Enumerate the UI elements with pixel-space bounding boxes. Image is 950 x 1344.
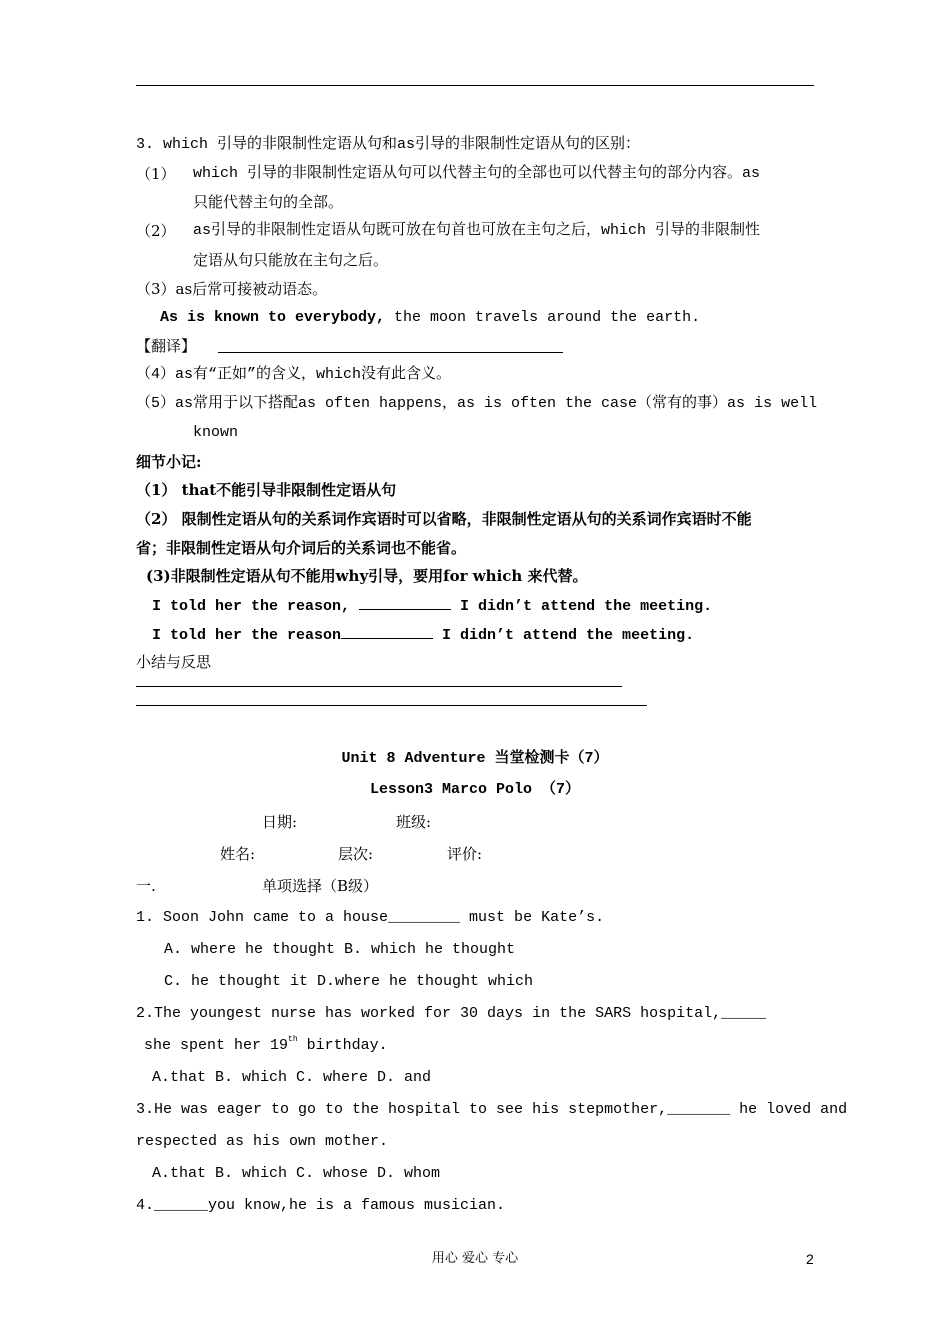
- stem-part: birthday.: [297, 1037, 388, 1054]
- translate-label: 【翻译】: [136, 337, 197, 355]
- question-options: C. he thought it D.where he thought which: [164, 973, 534, 990]
- section-title: 单项选择（B级）: [262, 877, 379, 895]
- question-stem: 4.______you know,he is a famous musician.: [136, 1197, 506, 1214]
- example-sentence: [152, 624, 694, 646]
- level-label: 层次:: [338, 845, 374, 863]
- page-number: 2: [806, 1251, 814, 1267]
- note-item: （1） that不能引导非限制性定语从句: [136, 481, 397, 499]
- example-part: I told her the reason,: [152, 598, 360, 615]
- example-sentence: [152, 595, 712, 617]
- summary-line: [136, 686, 622, 687]
- note-item: （2） 限制性定语从句的关系词作宾语时可以省略，非限制性定语从句的关系词作宾语时不能: [136, 510, 752, 528]
- question-stem-cont: [144, 1036, 388, 1056]
- header-rule: [136, 85, 814, 86]
- card-title: Unit 8 Adventure 当堂检测卡（7）: [341, 750, 609, 767]
- stem-part: she spent her 19: [144, 1037, 289, 1054]
- example-part: I told her the reason: [152, 627, 342, 644]
- item-number: （2）: [136, 222, 176, 240]
- name-label: 姓名:: [220, 845, 256, 863]
- question-stem: 2.The youngest nurse has worked for 30 days in the SARS hospital,_____: [136, 1005, 767, 1022]
- item-text: （5）as常用于以下搭配as often happens，as is often the case（常有的事）as is well: [136, 395, 818, 412]
- example-bold: As is known to everybody,: [160, 309, 386, 326]
- translate-blank: [218, 352, 563, 353]
- notes-title: 细节小记:: [136, 453, 202, 471]
- summary-label: 小结与反思: [136, 653, 212, 671]
- note-item-cont: 省；非限制性定语从句介词后的关系词也不能省。: [136, 539, 467, 557]
- section-number: 一.: [136, 877, 156, 895]
- answer-blank: [341, 624, 433, 639]
- ordinal-suffix: th: [288, 1035, 298, 1044]
- question-options: A.that B. which C. where D. and: [152, 1069, 432, 1086]
- question-stem-cont: respected as his own mother.: [136, 1133, 389, 1150]
- item-text: as引导的非限制性定语从句既可放在句首也可放在主句之后，which 引导的非限制性: [193, 222, 761, 239]
- item-text-cont: 只能代替主句的全部。: [193, 193, 344, 211]
- answer-blank: [359, 595, 451, 610]
- question-stem: 1. Soon John came to a house________ must be Kate’s.: [136, 909, 605, 926]
- item-text: which 引导的非限制性定语从句可以代替主句的全部也可以代替主句的部分内容。as: [193, 165, 761, 182]
- item-text-cont: known: [193, 424, 239, 441]
- example-rest: the moon travels around the earth.: [385, 309, 701, 326]
- class-label: 班级:: [396, 813, 432, 831]
- question-options: A.that B. which C. whose D. whom: [152, 1165, 441, 1182]
- date-label: 日期:: [262, 813, 298, 831]
- item-text: （3）as后常可接被动语态。: [136, 280, 328, 298]
- note-item: (3)非限制性定语从句不能用why引导，要用for which 来代替。: [146, 567, 588, 585]
- section-heading: 3. which 引导的非限制性定语从句和as引导的非限制性定语从句的区别：: [136, 136, 641, 153]
- item-text-cont: 定语从句只能放在主句之后。: [193, 251, 389, 269]
- footer-text: 用心 爱心 专心: [431, 1251, 519, 1266]
- question-options: A. where he thought B. which he thought: [164, 941, 516, 958]
- card-subtitle: Lesson3 Marco Polo （7）: [369, 781, 581, 798]
- question-stem: 3.He was eager to go to the hospital to see his stepmother,_______ he loved and: [136, 1101, 848, 1118]
- summary-line: [136, 705, 647, 706]
- item-number: （1）: [136, 165, 176, 183]
- example-part: I didn’t attend the meeting.: [451, 598, 713, 615]
- example-sentence: [160, 308, 700, 328]
- item-text: （4）as有“正如”的含义，which没有此含义。: [136, 366, 452, 383]
- example-part: I didn’t attend the meeting.: [433, 627, 695, 644]
- evaluation-label: 评价:: [447, 845, 483, 863]
